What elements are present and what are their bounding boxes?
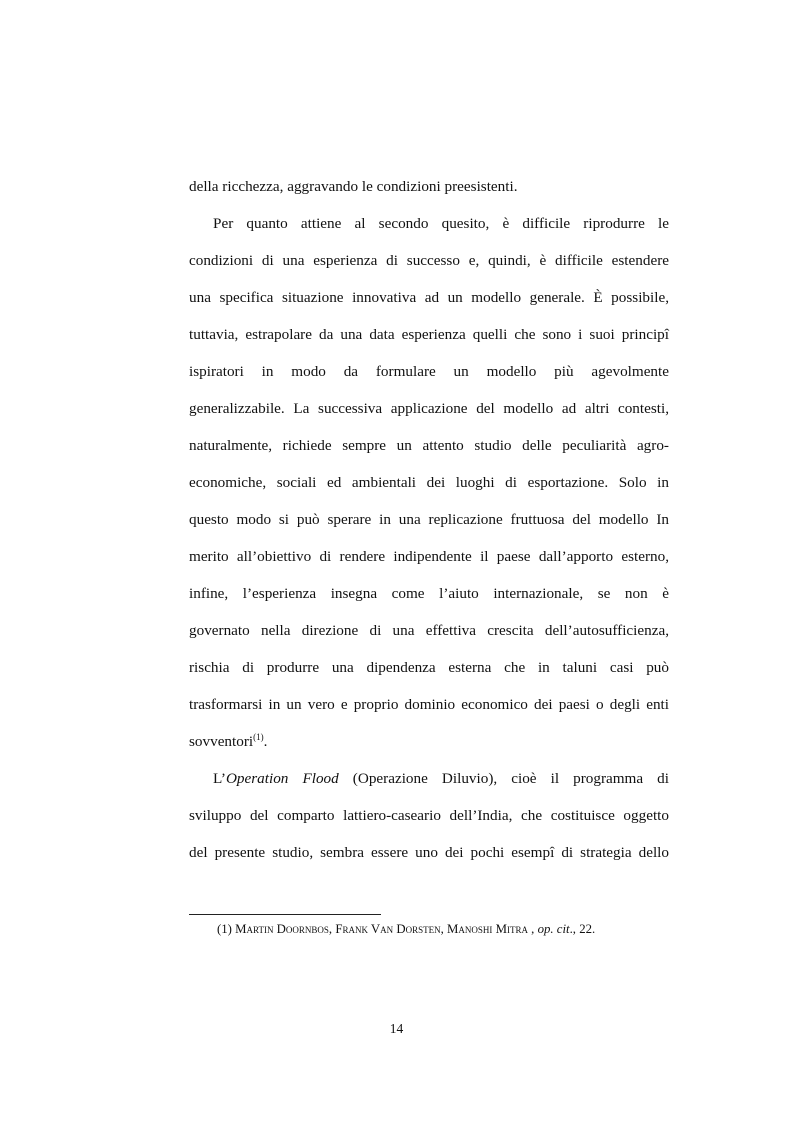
text-line: Per quanto attiene al secondo quesito, è difficile riprodurre le (213, 215, 669, 232)
text-line: una specifica situazione innovativa ad un modello generale. È possibile, (189, 289, 669, 306)
italic-title: Operation Flood (225, 770, 339, 787)
footnote-divider (189, 914, 381, 915)
text-line: ispiratori in modo da formulare un modello più agevolmente (189, 363, 669, 380)
footnote-op-cit: op. cit (537, 922, 570, 936)
text-line: del presente studio, sembra essere uno dei pochi esempî di strategia dello (189, 844, 669, 861)
footnote-author: Frank Van Dorsten (335, 922, 441, 936)
text-line: infine, l’esperienza insegna come l’aiuto internazionale, se non è (189, 585, 669, 602)
text-span: sovventori (189, 733, 254, 750)
footnote-number: (1) (217, 922, 236, 936)
text-span: L’ (213, 770, 226, 787)
footnote-separator: , (440, 922, 448, 936)
page-number: 14 (389, 1021, 404, 1036)
text-line (189, 769, 669, 789)
footnote-author: Martin Doornbos (235, 922, 329, 936)
text-line: tuttavia, estrapolare da una data esperienza quelli che sono i suoi principî (189, 326, 669, 343)
text-line: generalizzabile. La successiva applicazione del modello ad altri contesti, (189, 400, 669, 417)
text-line: rischia di produrre una dipendenza esterna che in taluni casi può (189, 659, 669, 676)
text-line-last (189, 732, 669, 752)
footnote-author: Manoshi Mitra (447, 922, 528, 936)
text-line: trasformarsi in un vero e proprio dominio economico dei paesi o degli enti (189, 696, 669, 713)
text-line: naturalmente, richiede sempre un attento studio delle peculiarità agro- (189, 437, 669, 454)
footnote-separator: , (328, 922, 336, 936)
text-span: . (263, 733, 268, 750)
text-span: (Operazione Diluvio), cioè il programma di (338, 770, 669, 787)
text-line: governato nella direzione di una effettiva crescita dell’autosufficienza, (189, 622, 669, 639)
footnote-reference: (1) (253, 732, 264, 742)
text-line: economiche, sociali ed ambientali dei luoghi di esportazione. Solo in (189, 474, 669, 491)
text-line: sviluppo del comparto lattiero-caseario dell’India, che costituisce oggetto (189, 807, 669, 824)
footnote (217, 919, 595, 939)
text-line: della ricchezza, aggravando le condizioni preesistenti. (189, 178, 518, 195)
text-line: merito all’obiettivo di rendere indipendente il paese dall’apporto esterno, (189, 548, 669, 565)
text-line: questo modo si può sperare in una replicazione fruttuosa del modello In (189, 511, 669, 528)
text-line: condizioni di una esperienza di successo e, quindi, è difficile estendere (189, 252, 669, 269)
footnote-separator: , (527, 922, 538, 936)
footnote-tail: ., 22. (569, 922, 596, 936)
